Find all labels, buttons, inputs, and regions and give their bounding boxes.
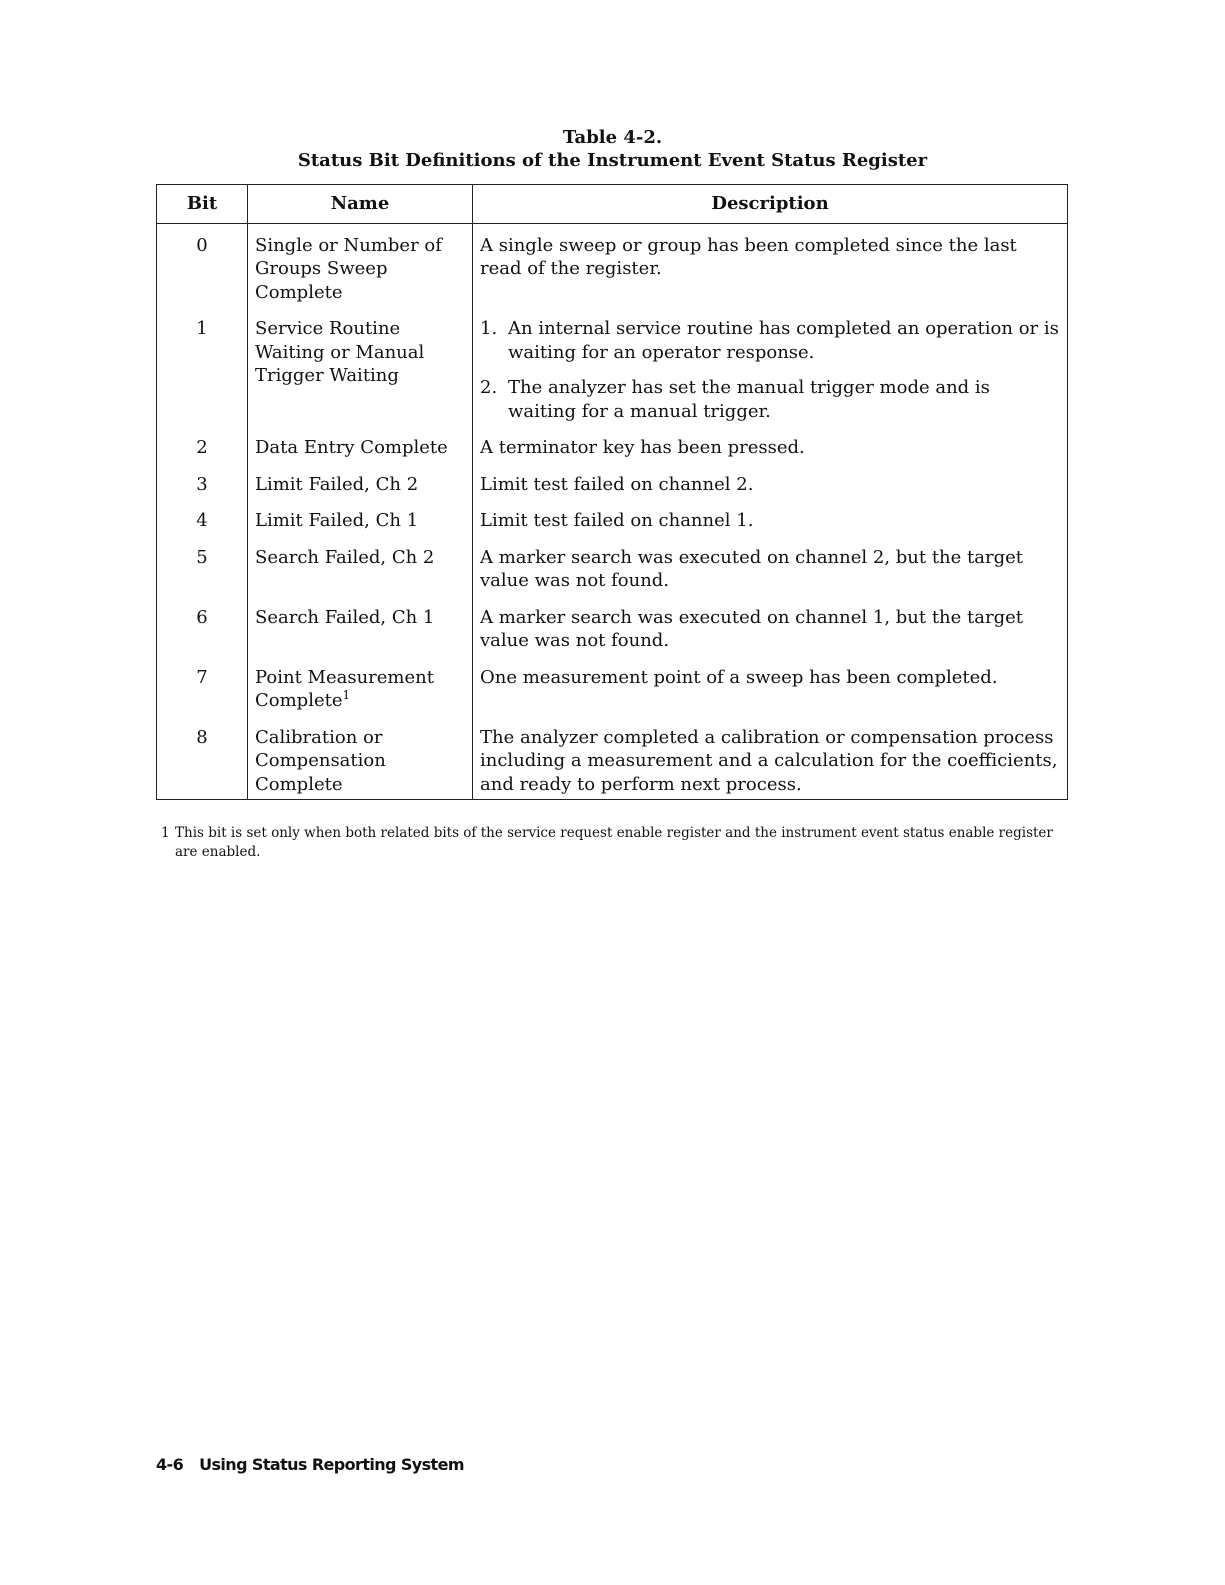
name-cell: Single or Number of Groups Sweep Complete — [248, 223, 473, 317]
footnote-reference: 1 — [342, 688, 351, 702]
description-list-item — [480, 317, 1061, 364]
table-caption-title: Status Bit Definitions of the Instrument Event Status Register — [297, 150, 928, 171]
header-description: Description — [473, 185, 1068, 224]
description-cell: A terminator key has been pressed. — [473, 436, 1068, 473]
name-cell — [248, 666, 473, 726]
bit-cell: 0 — [157, 223, 248, 317]
bit-cell: 1 — [157, 317, 248, 436]
footnote-text: This bit is set only when both related bits of the service request enable register and the instrument event status enable register are enabled. — [175, 825, 1053, 860]
description-cell: A marker search was executed on channel 2, but the target value was not found. — [473, 546, 1068, 606]
list-item-text: An internal service routine has completed an operation or is waiting for an operator response. — [508, 318, 1059, 363]
description-cell: One measurement point of a sweep has been completed. — [473, 666, 1068, 726]
name-cell: Calibration or Compensation Complete — [248, 726, 473, 800]
table-row — [157, 473, 1068, 510]
table-row — [157, 726, 1068, 800]
description-cell: A single sweep or group has been completed since the last read of the register. — [473, 223, 1068, 317]
description-cell: Limit test failed on channel 2. — [473, 473, 1068, 510]
table-footnote — [161, 824, 1061, 862]
section-title: Using Status Reporting System — [199, 1455, 464, 1474]
bit-cell: 6 — [157, 606, 248, 666]
name-cell: Search Failed, Ch 2 — [248, 546, 473, 606]
table-row — [157, 546, 1068, 606]
header-name: Name — [248, 185, 473, 224]
bit-cell: 4 — [157, 509, 248, 546]
description-cell — [473, 317, 1068, 436]
table-caption-number: Table 4-2. — [562, 127, 663, 148]
bit-cell: 5 — [157, 546, 248, 606]
list-item-number: 1. — [480, 318, 498, 339]
table-header-row — [157, 185, 1068, 224]
footnote-mark: 1 — [161, 825, 170, 841]
name-cell: Data Entry Complete — [248, 436, 473, 473]
description-list-item — [480, 376, 1061, 423]
name-cell: Service Routine Waiting or Manual Trigger Waiting — [248, 317, 473, 436]
list-item-number: 2. — [480, 377, 498, 398]
name-cell: Limit Failed, Ch 2 — [248, 473, 473, 510]
name-cell: Limit Failed, Ch 1 — [248, 509, 473, 546]
table-row — [157, 223, 1068, 317]
table-row — [157, 317, 1068, 436]
bit-cell: 2 — [157, 436, 248, 473]
table-row — [157, 509, 1068, 546]
bit-cell: 3 — [157, 473, 248, 510]
name-cell: Search Failed, Ch 1 — [248, 606, 473, 666]
table-row — [157, 666, 1068, 726]
page-footer — [156, 1455, 464, 1474]
name-text: Point Measurement Complete — [255, 666, 434, 711]
table-row — [157, 436, 1068, 473]
description-cell: A marker search was executed on channel 1, but the target value was not found. — [473, 606, 1068, 666]
description-list — [480, 317, 1061, 423]
table-row — [157, 606, 1068, 666]
page-number: 4-6 — [156, 1455, 184, 1474]
bit-cell: 8 — [157, 726, 248, 800]
status-bit-table — [156, 184, 1068, 800]
bit-cell: 7 — [157, 666, 248, 726]
list-item-text: The analyzer has set the manual trigger mode and is waiting for a manual trigger. — [508, 377, 990, 422]
description-cell: The analyzer completed a calibration or compensation process including a measurement and a calculation for the coefficients, and ready to perform next process. — [473, 726, 1068, 800]
header-bit: Bit — [157, 185, 248, 224]
description-cell: Limit test failed on channel 1. — [473, 509, 1068, 546]
